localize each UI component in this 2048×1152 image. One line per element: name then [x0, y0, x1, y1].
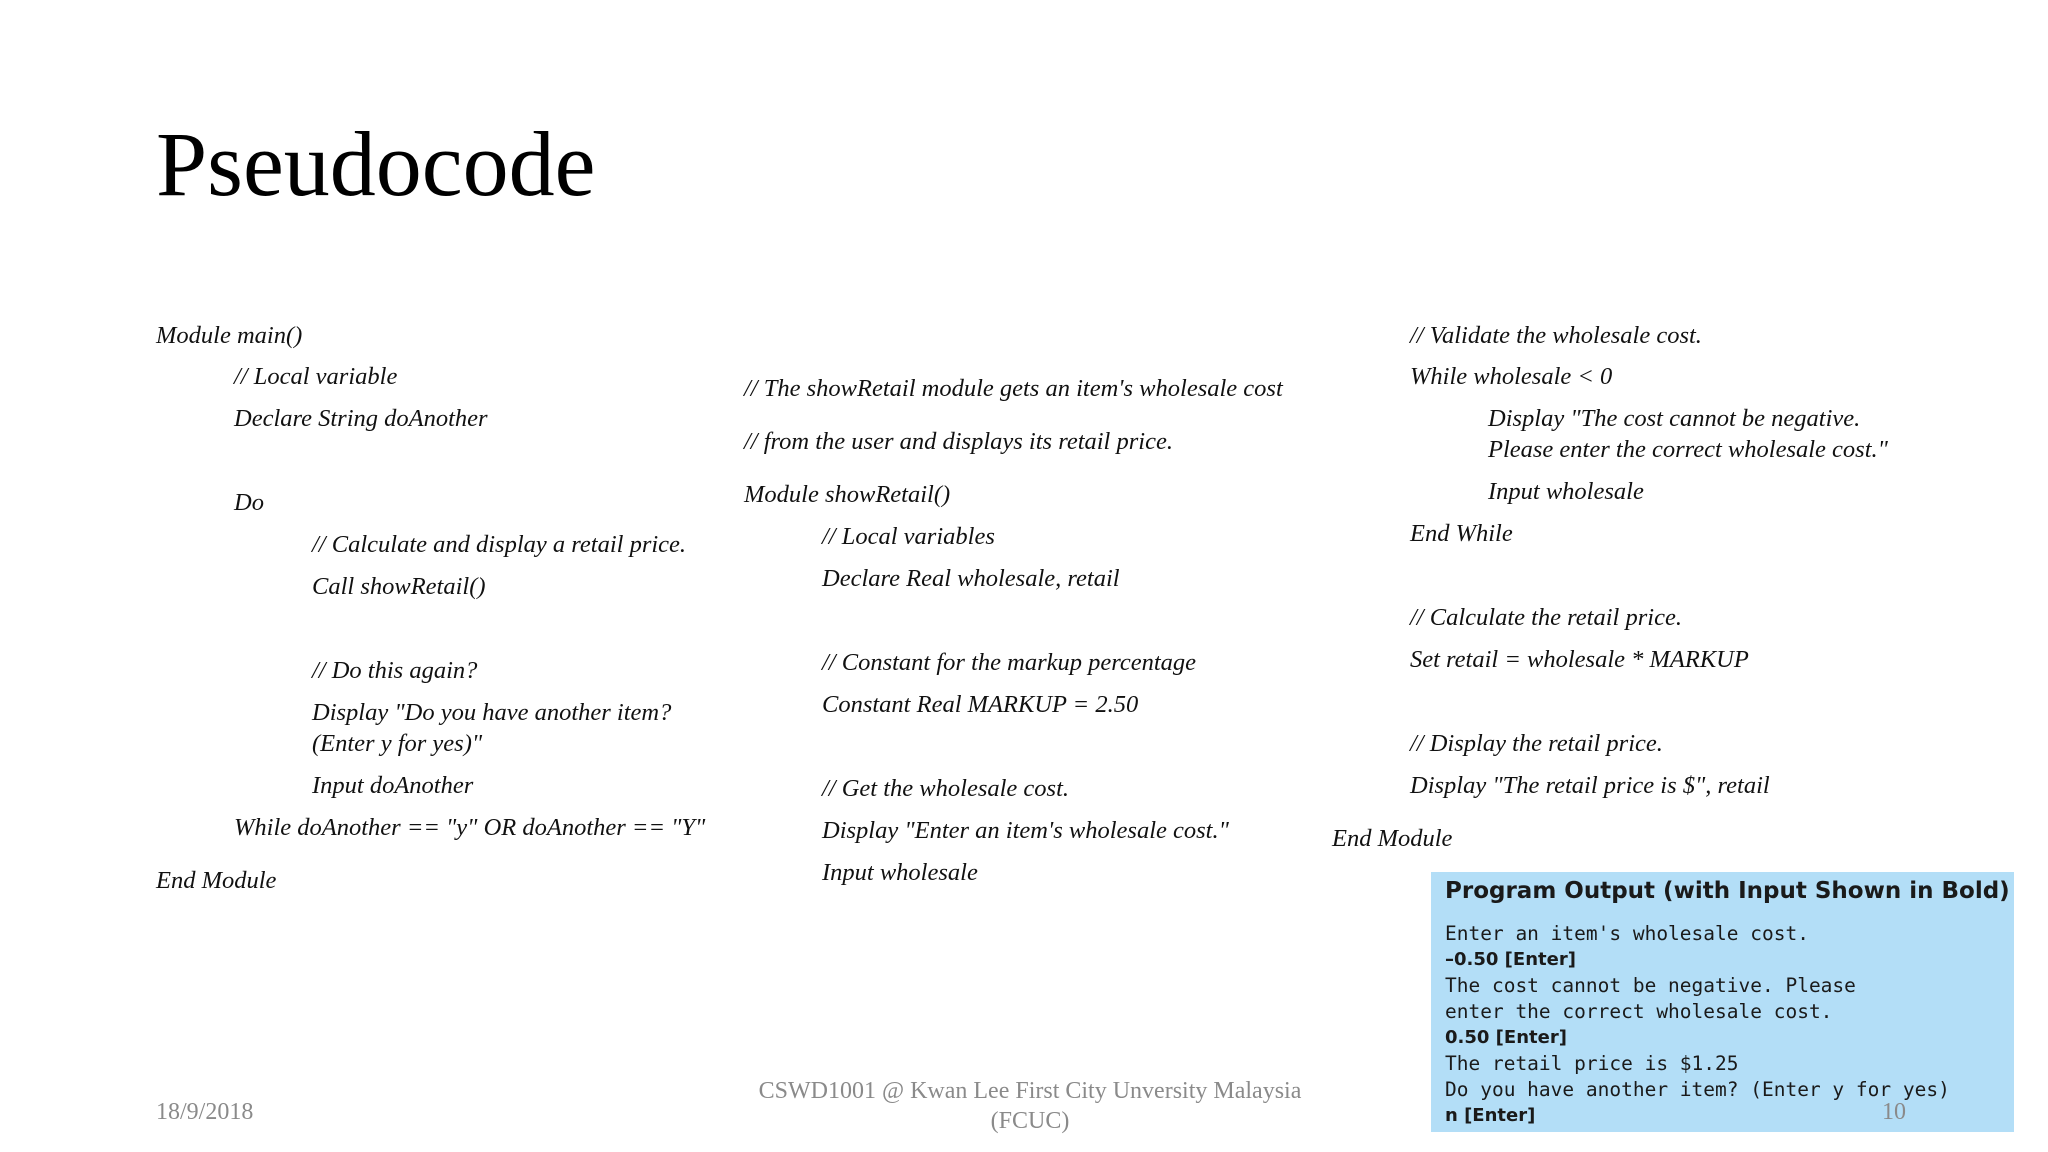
code-line: Declare Real wholesale, retail — [822, 565, 1120, 592]
output-input-line: 0.50 [Enter] — [1445, 1027, 1567, 1048]
output-line: enter the correct wholesale cost. — [1445, 1000, 1833, 1023]
code-comment: // Do this again? — [312, 657, 478, 684]
code-line: End While — [1410, 520, 1513, 547]
code-line: End Module — [1332, 825, 1453, 852]
code-comment: // Calculate and display a retail price. — [312, 531, 687, 558]
code-comment: // Constant for the markup percentage — [822, 649, 1197, 676]
code-comment: // Local variables — [822, 523, 995, 550]
code-line: Input doAnother — [312, 772, 474, 799]
code-line: Module showRetail() — [744, 481, 951, 508]
output-line: The retail price is $1.25 — [1445, 1052, 1739, 1075]
code-comment: // The showRetail module gets an item's wholesale cost — [744, 375, 1283, 402]
code-line: Display "The cost cannot be negative. — [1488, 405, 1861, 432]
code-line: Constant Real MARKUP = 2.50 — [822, 691, 1139, 718]
code-line: Display "The retail price is $", retail — [1410, 772, 1770, 799]
code-comment: // Local variable — [234, 363, 398, 390]
code-line: Display "Enter an item's wholesale cost." — [822, 817, 1229, 844]
code-line: Do — [234, 489, 264, 516]
output-input-line: n [Enter] — [1445, 1105, 1536, 1126]
program-output-title: Program Output (with Input Shown in Bold) — [1445, 878, 2010, 904]
code-line: Please enter the correct wholesale cost." — [1488, 436, 1888, 463]
code-line: (Enter y for yes)" — [312, 730, 483, 757]
code-comment: // Display the retail price. — [1410, 730, 1663, 757]
code-line: Declare String doAnother — [234, 405, 488, 432]
slide-footer — [740, 1076, 1320, 1136]
code-line: While wholesale < 0 — [1410, 363, 1613, 390]
output-line: Do you have another item? (Enter y for yes) — [1445, 1078, 1950, 1101]
code-comment: // Get the wholesale cost. — [822, 775, 1069, 802]
code-line: End Module — [156, 867, 277, 894]
slide-page-number: 10 — [1882, 1099, 1906, 1125]
code-line: Set retail = wholesale * MARKUP — [1410, 646, 1749, 673]
code-comment: // Validate the wholesale cost. — [1410, 322, 1702, 349]
footer-course-line: CSWD1001 @ Kwan Lee First City Unversity Malaysia — [758, 1078, 1302, 1104]
code-line: Module main() — [156, 322, 303, 349]
code-line: Call showRetail() — [312, 573, 486, 600]
footer-institution-line: (FCUC) — [990, 1108, 1070, 1134]
code-line: Display "Do you have another item? — [312, 699, 672, 726]
slide-title: Pseudocode — [156, 113, 596, 215]
code-line: Input wholesale — [822, 859, 978, 886]
output-input-line: –0.50 [Enter] — [1445, 949, 1576, 970]
slide-date: 18/9/2018 — [156, 1099, 254, 1125]
code-line: While doAnother == "y" OR doAnother == "Y" — [234, 814, 706, 841]
code-comment: // from the user and displays its retail price. — [744, 428, 1173, 455]
output-line: The cost cannot be negative. Please — [1445, 974, 1856, 997]
code-comment: // Calculate the retail price. — [1410, 604, 1682, 631]
program-output-panel — [1431, 872, 2014, 1132]
output-line: Enter an item's wholesale cost. — [1445, 922, 1809, 945]
code-line: Input wholesale — [1488, 478, 1644, 505]
